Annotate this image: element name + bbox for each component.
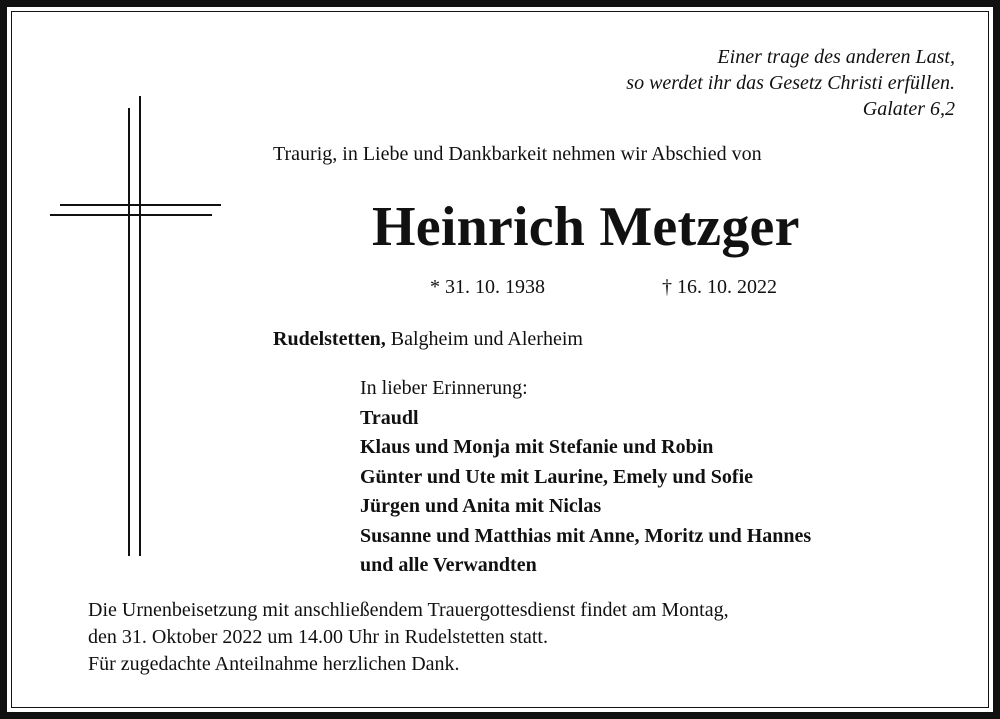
cross-horizontal-line-2 xyxy=(50,214,212,216)
cross-vertical-line-1 xyxy=(128,108,130,556)
family-member: Susanne und Matthias mit Anne, Moritz und Hannes xyxy=(360,524,812,547)
verse-line-2: so werdet ihr das Gesetz Christi erfüllen. xyxy=(626,72,955,94)
birth-date: * 31. 10. 1938 xyxy=(430,276,545,298)
deceased-name: Heinrich Metzger xyxy=(372,196,800,258)
cross-vertical-line-2 xyxy=(139,96,141,556)
family-member: Klaus und Monja mit Stefanie und Robin xyxy=(360,436,714,458)
bible-verse xyxy=(626,44,955,122)
intro-text: Traurig, in Liebe und Dankbarkeit nehmen wir Abschied von xyxy=(273,143,762,165)
family-member: Günter und Ute mit Laurine, Emely und Sofie xyxy=(360,465,753,488)
notice-line-1: Die Urnenbeisetzung mit anschließendem Trauergottesdienst findet am Montag, xyxy=(88,599,729,621)
notice-line-3: Für zugedachte Anteilnahme herzlichen Dank. xyxy=(88,653,460,675)
cross-horizontal-line-1 xyxy=(60,204,221,206)
place-main: Rudelstetten, xyxy=(273,328,386,350)
notice-line-2: den 31. Oktober 2022 um 14.00 Uhr in Rudelstetten statt. xyxy=(88,626,548,648)
death-date: † 16. 10. 2022 xyxy=(662,276,777,298)
family-member: Traudl xyxy=(360,406,419,429)
place-others: Balgheim und Alerheim xyxy=(385,328,583,350)
funeral-notice xyxy=(88,597,729,678)
verse-line-1: Einer trage des anderen Last, xyxy=(717,46,955,68)
family-list xyxy=(360,374,811,581)
family-heading: In lieber Erinnerung: xyxy=(360,377,528,399)
family-member: Jürgen und Anita mit Niclas xyxy=(360,495,602,517)
verse-reference: Galater 6,2 xyxy=(862,98,955,120)
places-line xyxy=(273,325,583,353)
family-member: und alle Verwandten xyxy=(360,554,537,576)
